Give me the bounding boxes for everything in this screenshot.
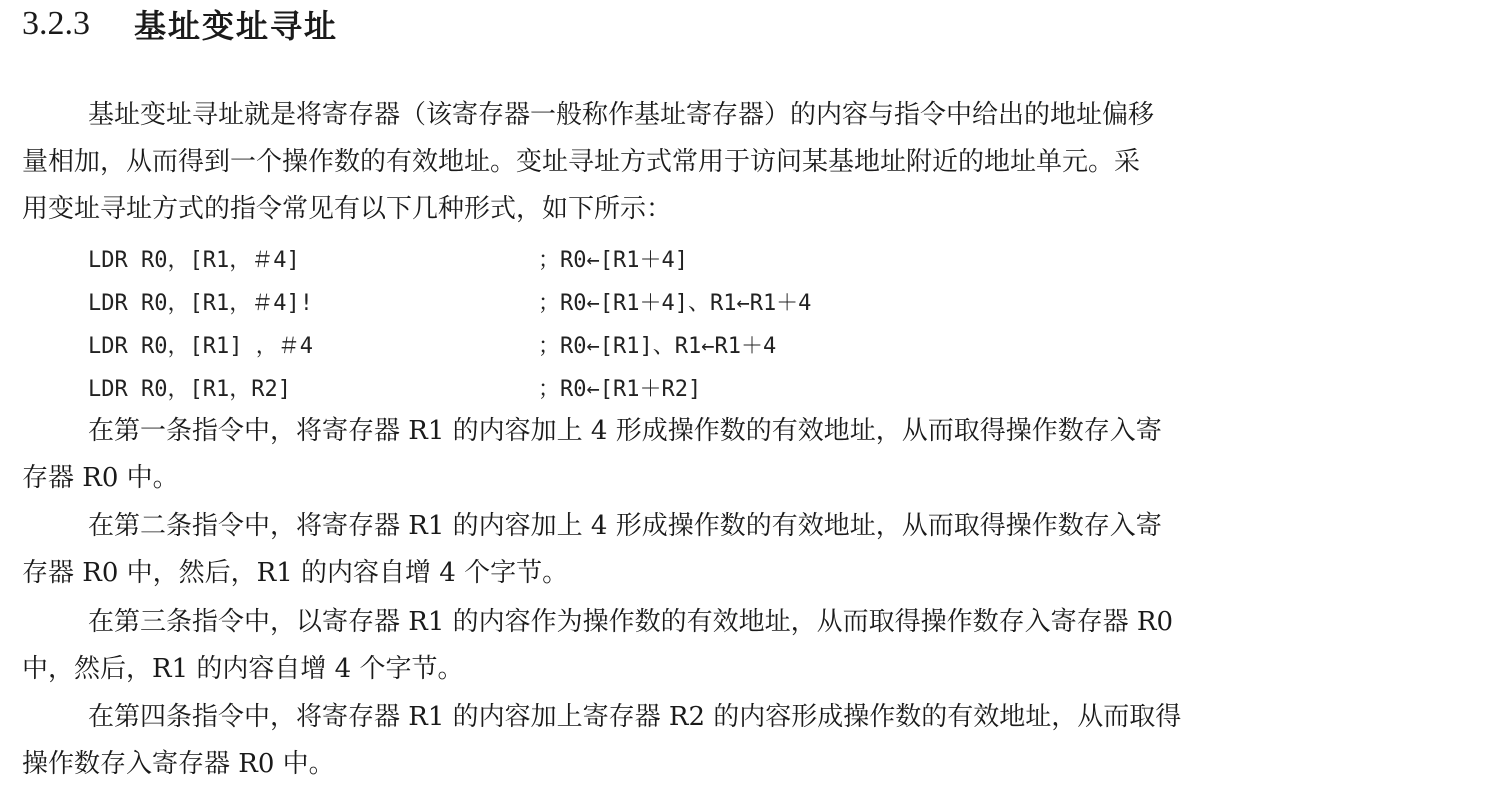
code-instruction: LDR R0，[R1，＃4]! — [88, 291, 313, 316]
paragraph-line: 在第四条指令中，将寄存器 R1 的内容加上寄存器 R2 的内容形成操作数的有效地址，从而取得 — [88, 702, 1182, 732]
code-instruction: LDR R0，[R1，＃4] — [88, 248, 300, 273]
explanation-paragraph-3 — [22, 599, 1412, 693]
code-comment: ；R0←[R1]、R1←R1＋4 — [538, 334, 777, 359]
paragraph-line: 操作数存入寄存器 R0 中。 — [22, 749, 335, 779]
paragraph-line: 基址变址寻址就是将寄存器（该寄存器一般称作基址寄存器）的内容与指令中给出的地址偏移 — [88, 100, 1155, 130]
code-line — [88, 366, 988, 409]
code-comment: ；R0←[R1＋4] — [538, 248, 688, 273]
paragraph-line: 用变址寻址方式的指令常见有以下几种形式，如下所示： — [22, 194, 673, 224]
code-line — [88, 280, 988, 323]
section-title: 基址变址寻址 — [134, 7, 339, 45]
explanation-paragraph-4 — [22, 694, 1412, 788]
explanation-paragraph-2 — [22, 503, 1412, 597]
paragraph-line: 存器 R0 中。 — [22, 463, 179, 493]
section-number: 3.2.3 — [22, 5, 90, 42]
code-instruction: LDR R0，[R1，R2] — [88, 377, 291, 402]
paragraph-line: 在第三条指令中，以寄存器 R1 的内容作为操作数的有效地址，从而取得操作数存入寄存器 R0 — [88, 607, 1174, 637]
code-comment: ；R0←[R1＋R2] — [538, 377, 702, 402]
code-comment: ；R0←[R1＋4]、R1←R1＋4 — [538, 291, 812, 316]
intro-paragraph — [22, 92, 1412, 233]
code-listing — [88, 237, 988, 409]
code-line — [88, 323, 988, 366]
paragraph-line: 量相加，从而得到一个操作数的有效地址。变址寻址方式常用于访问某基地址附近的地址单元。采 — [22, 147, 1141, 177]
code-line — [88, 237, 988, 280]
explanation-paragraph-1 — [22, 408, 1412, 502]
paragraph-line: 中，然后，R1 的内容自增 4 个字节。 — [22, 654, 464, 684]
section-heading — [22, 0, 338, 48]
code-instruction: LDR R0，[R1] ，＃4 — [88, 334, 313, 359]
paragraph-line: 存器 R0 中，然后，R1 的内容自增 4 个字节。 — [22, 558, 569, 588]
paragraph-line: 在第二条指令中，将寄存器 R1 的内容加上 4 形成操作数的有效地址，从而取得操作数存入寄 — [88, 511, 1162, 541]
paragraph-line: 在第一条指令中，将寄存器 R1 的内容加上 4 形成操作数的有效地址，从而取得操作数存入寄 — [88, 416, 1162, 446]
